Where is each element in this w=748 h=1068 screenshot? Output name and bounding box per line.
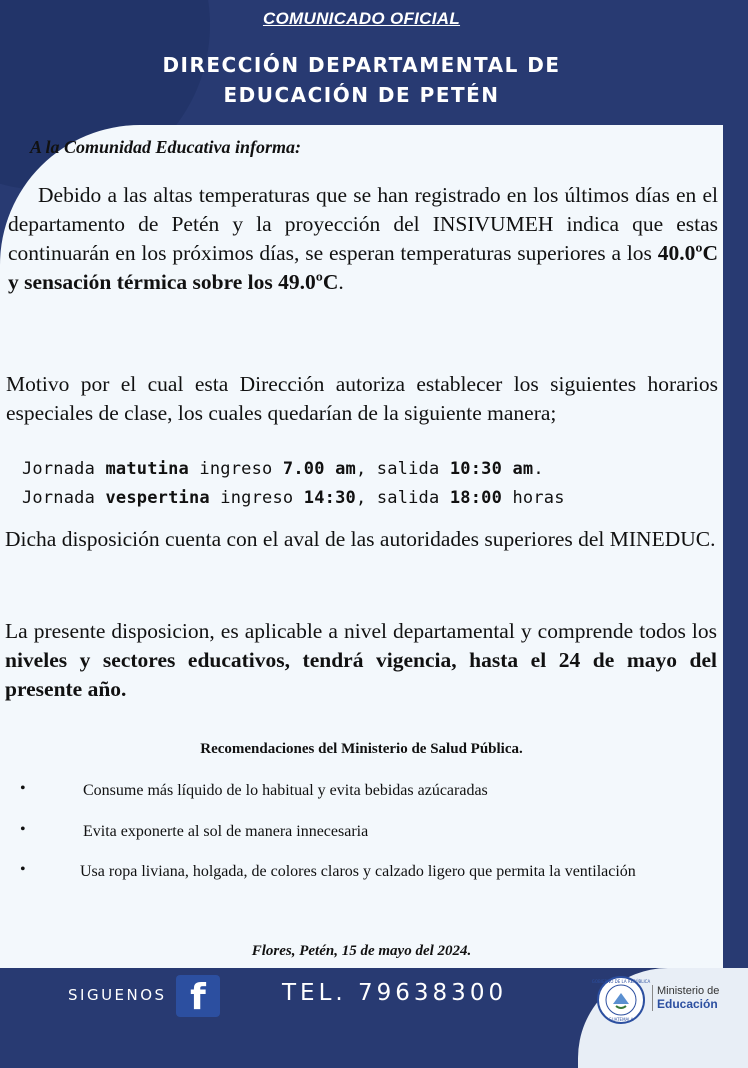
guatemala-seal-icon <box>591 975 651 1025</box>
recommendation-item: Usa ropa liviana, holgada, de colores claros y calzado ligero que permita la ventilación <box>80 863 636 880</box>
schedule-out-time: 10:30 am <box>449 459 534 479</box>
bullet-icon: • <box>20 861 26 878</box>
paragraph-temperatures-text: Debido a las altas temperaturas que se han registrado en los últimos días en el departamento de Petén y la proyección del INSIVUMEH indica que estas continuarán en los próximos días, se esperan temperaturas superiores a los <box>8 183 718 265</box>
recommendations-title: Recomendaciones del Ministerio de Salud Pública. <box>200 741 523 757</box>
document-date: Flores, Petén, 15 de mayo del 2024. <box>251 943 472 959</box>
phone-number: TEL. 79638300 <box>282 980 508 1006</box>
schedule-suffix: horas <box>502 488 565 508</box>
ministry-line2: Educación <box>657 997 718 1011</box>
ministry-line1: Ministerio de <box>657 985 720 997</box>
header-title <box>0 50 723 110</box>
seal-text-top: GOBIERNO DE LA REPÚBLICA <box>591 979 651 984</box>
ministry-logo-text <box>652 985 719 1011</box>
schedule-out-time: 18:00 <box>449 488 503 508</box>
schedule-row-afternoon <box>22 488 565 508</box>
temperature-highlight: 40.0ºC y sensación térmica sobre los 49.0ºC <box>8 241 718 294</box>
schedule-suffix: . <box>533 459 544 479</box>
follow-label: SIGUENOS <box>68 986 167 1004</box>
content-card <box>0 125 723 968</box>
header <box>0 0 723 125</box>
schedule-prefix: Jornada <box>22 488 106 508</box>
bullet-icon: • <box>20 780 26 797</box>
header-subtitle: COMUNICADO OFICIAL <box>262 9 461 28</box>
paragraph-endorsement: Dicha disposición cuenta con el aval de las autoridades superiores del MINEDUC. <box>5 527 716 551</box>
schedule-in-time: 14:30 <box>303 488 356 508</box>
schedule-out-label: , salida <box>355 459 450 479</box>
header-title-line2: EDUCACIÓN DE PETÉN <box>223 83 500 107</box>
schedule-shift: vespertina <box>105 488 210 508</box>
schedule-prefix: Jornada <box>22 459 106 479</box>
paragraph-scope-text: La presente disposicion, es aplicable a nivel departamental y comprende todos los <box>5 619 717 643</box>
schedule-out-label: , salida <box>355 488 450 508</box>
recommendation-item: Consume más líquido de lo habitual y evita bebidas azúcaradas <box>83 782 488 799</box>
paragraph-temperatures-end: . <box>338 270 344 294</box>
seal-text-bottom: GUATEMALA <box>608 1017 634 1022</box>
paragraph-scope <box>5 617 717 704</box>
header-title-line1: DIRECCIÓN DEPARTAMENTAL DE <box>162 53 561 77</box>
schedule-row-morning <box>22 459 544 479</box>
schedule-in-label: ingreso <box>188 459 283 479</box>
schedule-in-time: 7.00 am <box>282 459 356 479</box>
facebook-icon[interactable]: f <box>176 975 220 1017</box>
bullet-icon: • <box>20 821 26 838</box>
scope-highlight: niveles y sectores educativos, tendrá vigencia, hasta el 24 de mayo del presente año. <box>5 648 717 701</box>
schedule-in-label: ingreso <box>209 488 304 508</box>
lead-text: A la Comunidad Educativa informa: <box>30 137 302 157</box>
recommendation-item: Evita exponerte al sol de manera innecesaria <box>83 823 369 840</box>
paragraph-temperatures <box>8 181 718 297</box>
paragraph-schedule-intro: Motivo por el cual esta Dirección autoriza establecer los siguientes horarios especiales de clase, los cuales quedarían de la siguiente manera; <box>6 372 718 425</box>
schedule-shift: matutina <box>105 459 189 479</box>
